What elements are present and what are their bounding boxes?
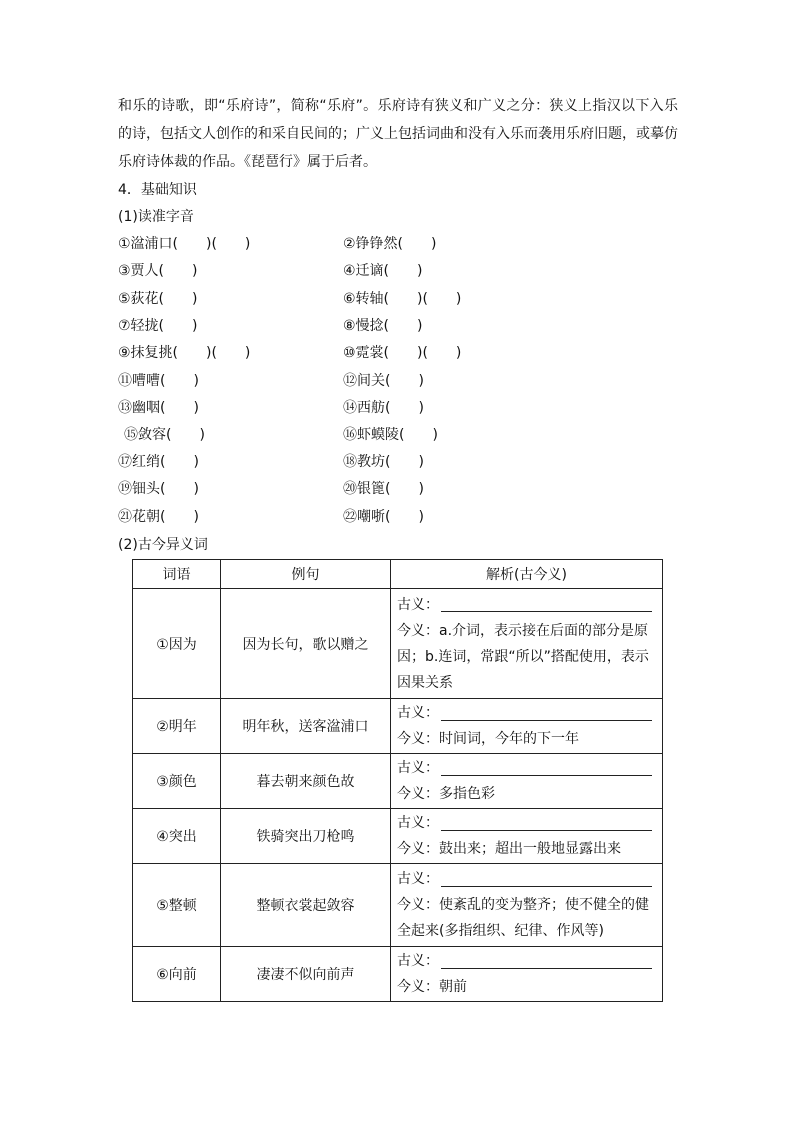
header-word: 词语 (133, 560, 221, 589)
table-header-row (133, 560, 663, 589)
analysis-cell (391, 809, 663, 864)
modern-meaning: 今义：时间词，今年的下一年 (397, 731, 579, 747)
header-analysis: 解析(古今义) (391, 560, 663, 589)
pron-item: ⑥转轴( )( ) (343, 291, 462, 307)
section-heading: 4．基础知识 (118, 182, 197, 198)
analysis-cell (391, 864, 663, 947)
analysis-cell (391, 947, 663, 1002)
modern-meaning: 今义：鼓出来；超出一般地显露出来 (397, 841, 621, 857)
word-cell: ⑤整顿 (133, 864, 221, 947)
ancient-label: 古义： (397, 596, 439, 613)
table-row (133, 864, 663, 947)
table-row (133, 754, 663, 809)
pron-item: ②铮铮然( ) (343, 236, 437, 252)
example-cell: 暮去朝来颜色故 (221, 754, 391, 809)
example-cell: 铁骑突出刀枪鸣 (221, 809, 391, 864)
pron-item: ⑯虾蟆陵( ) (343, 427, 438, 443)
analysis-cell (391, 754, 663, 809)
word-cell: ⑥向前 (133, 947, 221, 1002)
example-cell: 明年秋，送客湓浦口 (221, 699, 391, 754)
pron-item: ㉑花朝( ) (118, 509, 199, 525)
analysis-cell (391, 699, 663, 754)
pron-item: ㉒嘲哳( ) (343, 509, 424, 525)
pron-item: ⑲钿头( ) (118, 481, 199, 497)
word-cell: ④突出 (133, 809, 221, 864)
ancient-label: 古义： (397, 760, 439, 776)
pron-item: ⑤荻花( ) (118, 291, 198, 307)
intro-paragraph: 和乐的诗歌，即“乐府诗”，简称“乐府”。乐府诗有狭义和广义之分：狭义上指汉以下入乐的诗，包括文人创作的和采自民间的；广义上包括词曲和没有入乐而袭用乐府旧题，或摹仿乐府诗体裁的作品。《琵琶行》属于后者。 (118, 98, 678, 170)
pron-item: ⑫间关( ) (343, 373, 424, 389)
answer-blank[interactable] (441, 816, 652, 831)
ancient-label: 古义： (397, 815, 439, 831)
header-example: 例句 (221, 560, 391, 589)
pron-item: ⑱教坊( ) (343, 454, 424, 470)
answer-blank[interactable] (441, 761, 652, 776)
pron-item: ⑩霓裳( )( ) (343, 345, 462, 361)
pronunciation-heading: (1)读准字音 (118, 209, 194, 225)
word-cell: ③颜色 (133, 754, 221, 809)
word-cell: ②明年 (133, 699, 221, 754)
pron-item: ⑨抹复挑( )( ) (118, 345, 251, 361)
modern-meaning: 今义：a.介词，表示接在后面的部分是原因；b.连词，常跟“所以”搭配使用，表示因果关系 (397, 622, 649, 691)
table-row (133, 947, 663, 1002)
answer-blank[interactable] (441, 954, 652, 969)
table-row (133, 589, 663, 699)
ancient-label: 古义： (397, 705, 439, 721)
analysis-cell (391, 589, 663, 699)
modern-meaning: 今义：使紊乱的变为整齐；使不健全的健全起来(多指组织、纪律、作风等) (397, 897, 649, 939)
table-row (133, 809, 663, 864)
answer-blank[interactable] (441, 872, 652, 887)
table-row (133, 699, 663, 754)
pron-item: ⑭西舫( ) (343, 400, 424, 416)
pron-item: ⑮敛容( ) (124, 427, 205, 443)
example-cell: 整顿衣裳起敛容 (221, 864, 391, 947)
pron-item: ④迁谪( ) (343, 263, 423, 279)
ancient-label: 古义： (397, 953, 439, 969)
pron-item: ⑦轻拢( ) (118, 318, 198, 334)
word-cell: ①因为 (133, 589, 221, 699)
modern-meaning: 今义：多指色彩 (397, 786, 495, 802)
example-cell: 凄凄不似向前声 (221, 947, 391, 1002)
pron-item: ①湓浦口( )( ) (118, 236, 251, 252)
answer-blank[interactable] (441, 706, 652, 721)
pron-item: ⑬幽咽( ) (118, 400, 199, 416)
pron-item: ⑳银篦( ) (343, 481, 424, 497)
ancient-modern-table (132, 559, 663, 1002)
pron-item: ⑧慢捻( ) (343, 318, 423, 334)
pron-item: ⑰红绡( ) (118, 454, 199, 470)
pron-item: ③贾人( ) (118, 263, 198, 279)
ancient-label: 古义： (397, 871, 439, 887)
vocab-heading: (2)古今异义词 (118, 537, 208, 553)
modern-meaning: 今义：朝前 (397, 979, 467, 995)
example-cell: 因为长句，歌以赠之 (221, 589, 391, 699)
answer-blank[interactable] (441, 597, 652, 612)
pron-item: ⑪嘈嘈( ) (118, 373, 199, 389)
